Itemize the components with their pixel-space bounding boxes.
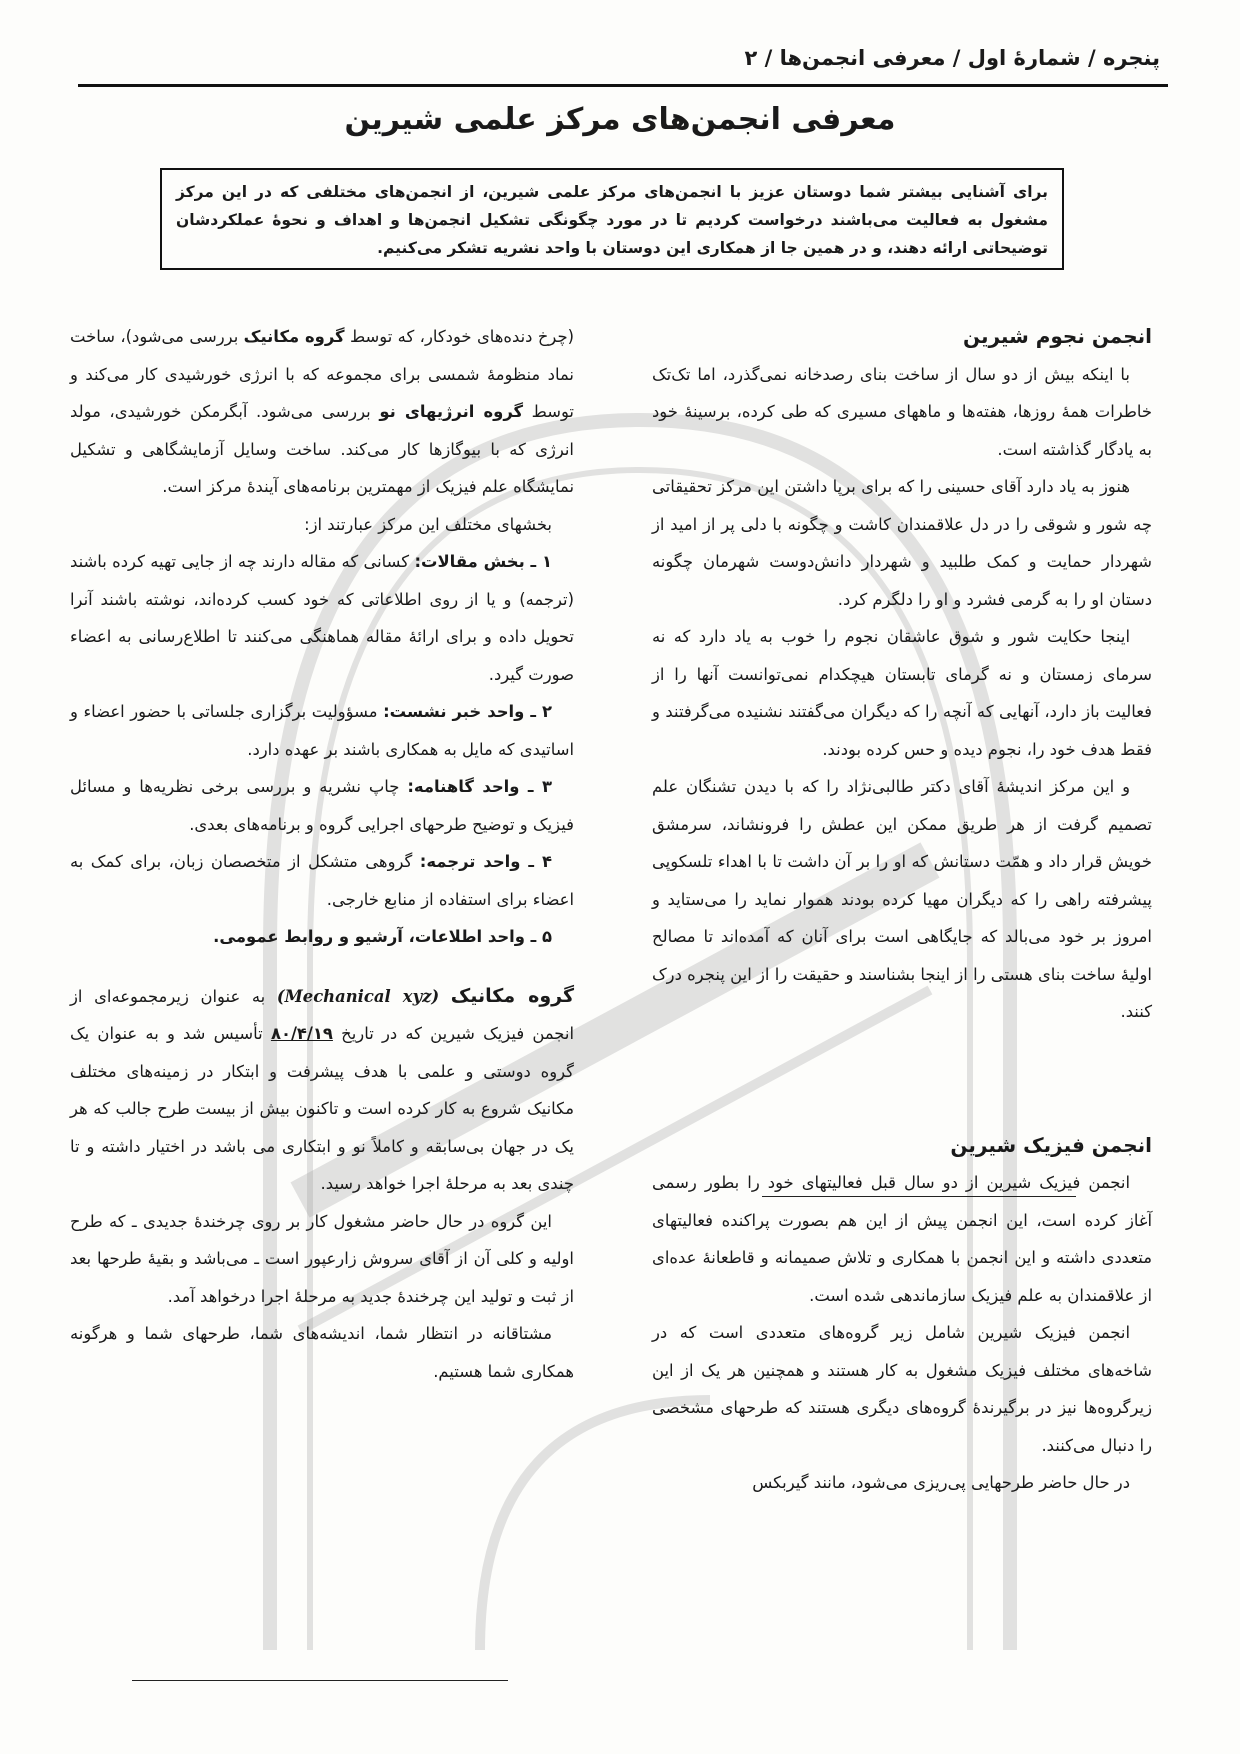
group-name-new-energies: گروه انرژیهای نو — [379, 402, 524, 421]
section-item — [70, 843, 574, 918]
sections-intro: بخشهای مختلف این مرکز عبارتند از: — [304, 514, 552, 534]
astronomy-paragraph: هنوز به یاد دارد آقای حسینی را که برای برپا داشتن این مرکز تحقیقاتی چه شور و شوقی را در دل علاقمندان کاشت و چگونه با دلی پر از امید از شهردار حمایت و کمک طلبید و شهردار دانش‌دوست شهرمان چگونه دستان او را به گرمی فشرد و او را دلگرم کرد. — [652, 477, 1152, 609]
left-column — [70, 318, 574, 1390]
section-gap — [70, 956, 574, 978]
text-run: تأسیس شد و به عنوان یک گروه دوستی و علمی با هدف پیشرفت و ابتکار در زمینه‌های مختلف مکانیک شروع به کار کرده است و تاکنون بیش از بیست طرح جالب که هر یک در جهان بی‌سابقه و کاملاً نو و ابتکاری می باشد در اختیار داشته و تا چندی بعد به مرحلهٔ اجرا خواهد رسید. — [70, 1024, 574, 1193]
section-item-title: ۲ ـ واحد خبر نشست: — [383, 702, 552, 721]
text-run: بررسی می‌شود. آبگرمکن خورشیدی، مولد انرژی که با بیوگازها کار می‌کند. ساخت وسایل آزمایشگاهی و تشکیل نمایشگاه علم فیزیک از مهمترین برنامه‌های آیندهٔ مرکز است. — [70, 402, 574, 496]
header-rule — [78, 84, 1168, 87]
intro-box: برای آشنایی بیشتر شما دوستان عزیز با انجمن‌های مرکز علمی شیرین، از انجمن‌های مختلفی که در این مرکز مشغول به فعالیت می‌باشند درخواست کردیم تا در مورد چگونگی تشکیل انجمن‌ها و اهداف و نحوهٔ عملکردشان توضیحاتی ارائه دهند، و در همین جا از همکاری این دوستان با واحد نشریه تشکر می‌کنیم. — [160, 168, 1064, 270]
mechanics-heading: گروه مکانیک — [450, 984, 575, 1007]
mechanics-paragraph — [70, 978, 574, 1203]
section-item — [70, 918, 574, 956]
section-item-text: کسانی که مقاله دارند چه از جایی تهیه کرده باشند (ترجمه) و یا از روی اطلاعاتی که خود کسب کرده‌اند، نوشته باشند آنرا تحویل داده و برای ارائهٔ مقاله هماهنگی می‌کنند تا اطلاع‌رسانی به اعضاء صورت گیرد. — [70, 552, 574, 684]
text-run: (چرخ دنده‌های خودکار، که توسط — [349, 327, 574, 346]
physics-continuation — [70, 318, 574, 506]
section-item-text: مسؤولیت برگزاری جلساتی با حضور اعضاء و اساتیدی که مایل به همکاری باشند بر عهده دارد. — [70, 702, 574, 759]
physics-paragraph: انجمن فیزیک شیرین شامل زیر گروه‌های متعددی است که در شاخه‌های مختلف فیزیک مشغول به کار هستند و همچنین هر یک از این زیرگروه‌ها نیز در برگیرندهٔ گروه‌های دیگری هستند که طرحهای مشخصی را دنبال می‌کنند. — [652, 1323, 1152, 1455]
closing-paragraph: مشتاقانه در انتظار شما، اندیشه‌های شما، طرحهای شما و هرگونه همکاری شما هستیم. — [70, 1324, 574, 1381]
page-title: معرفی انجمن‌های مرکز علمی شیرین — [344, 102, 896, 137]
physics-heading: انجمن فیزیک شیرین — [950, 1132, 1152, 1157]
section-item-title: ۱ ـ بخش مقالات: — [414, 552, 552, 571]
section-item — [70, 768, 574, 843]
physics-paragraph: انجمن فیزیک شیرین از دو سال قبل فعالیتهای خود را بطور رسمی آغاز کرده است، این انجمن پیش از این هم بصورت پراکنده فعالیتهای متعددی داشته و این انجمن با همکاری و تلاش صمیمانه و قاطعانهٔ عده‌ای از علاقمندان به علم فیزیک سازماندهی شده است. — [652, 1173, 1152, 1305]
physics-paragraph: در حال حاضر طرحهایی پی‌ریزی می‌شود، مانند گیربکس — [752, 1473, 1130, 1492]
section-gap — [652, 1031, 1152, 1127]
section-item-text: چاپ نشریه و بررسی برخی نظریه‌ها و مسائل فیزیک و توضیح طرحهای اجرایی گروه و برنامه‌های بعدی. — [70, 777, 574, 834]
mechanics-latin-name: (Mechanical xyz) — [276, 986, 440, 1006]
group-name-mechanics: گروه مکانیک — [243, 327, 345, 346]
section-item — [70, 693, 574, 768]
mechanics-paragraph: این گروه در حال حاضر مشغول کار بر روی چرخندهٔ جدیدی ـ که طرح اولیه و کلی آن از آقای سروش زارعپور است ـ می‌باشد و بقیهٔ طرحها بعد از ثبت و تولید این چرخندهٔ جدید به مرحلهٔ اجرا درخواهد آمد. — [70, 1211, 574, 1306]
section-item-title: ۵ ـ واحد اطلاعات، آرشیو و روابط عمومی. — [213, 927, 552, 946]
section-item-title: ۴ ـ واحد ترجمه: — [419, 852, 552, 871]
astronomy-heading: انجمن نجوم شیرین — [962, 324, 1152, 348]
text-run: به عنوان زیرمجموعه‌ای از انجمن فیزیک شیرین که در تاریخ — [70, 986, 574, 1043]
text-run: بررسی می‌شود)، ساخت نماد منظومهٔ شمسی برای مجموعه که با انرژی خورشیدی کار می‌کند و توسط — [70, 327, 574, 421]
section-item-title: ۳ ـ واحد گاهنامه: — [407, 777, 552, 796]
running-header: پنجره / شمارهٔ اول / معرفی انجمن‌ها / ۲ — [744, 46, 1160, 70]
column-separator-rule — [762, 1196, 1076, 1197]
section-item — [70, 543, 574, 693]
founding-date: ۸۰/۴/۱۹ — [270, 1024, 333, 1043]
end-rule — [132, 1680, 508, 1681]
section-item-text: گروهی متشکل از متخصصان زبان، برای کمک به اعضاء برای استفاده از منابع خارجی. — [70, 852, 574, 909]
astronomy-paragraph: با اینکه بیش از دو سال از ساخت بنای رصدخانه نمی‌گذرد، اما تک‌تک خاطرات همهٔ روزها، هفته‌ها و ماههای مسیری که طی کرده، برسینهٔ خود به یادگار گذاشته است. — [652, 364, 1152, 459]
astronomy-paragraph: و این مرکز اندیشهٔ آقای دکتر طالبی‌نژاد را که با دیدن تشنگان علم تصمیم گرفت از هر طریق ممکن این عطش را فرونشاند، سرمشق خویش قرار داد و همّت دستانش که او را بر آن داشت تا با اهداء تلسکوپی پیشرفته راهی را که دیگران مهیا کرده بودند هموار نماید را می‌ستاید و امروز بر خود می‌بالد که جایگاهی است برای آنان که آمده‌اند تا مصالح اولیهٔ ساخت بنای هستی را از اینجا بشناسند و حقیقت را از این پنجره درک کنند. — [652, 777, 1152, 1021]
astronomy-paragraph: اینجا حکایت شور و شوق عاشقان نجوم را خوب به یاد دارد که نه سرمای زمستان و نه گرمای تابستان هیچکدام نمی‌توانست آنها را از فعالیت باز دارد، آنهایی که آنچه را که دیگران می‌گفتند نشنیده می‌گرفتند و فقط هدف خود را، نجوم دیده و حس کرده بودند. — [652, 627, 1152, 759]
right-column — [652, 318, 1152, 1502]
